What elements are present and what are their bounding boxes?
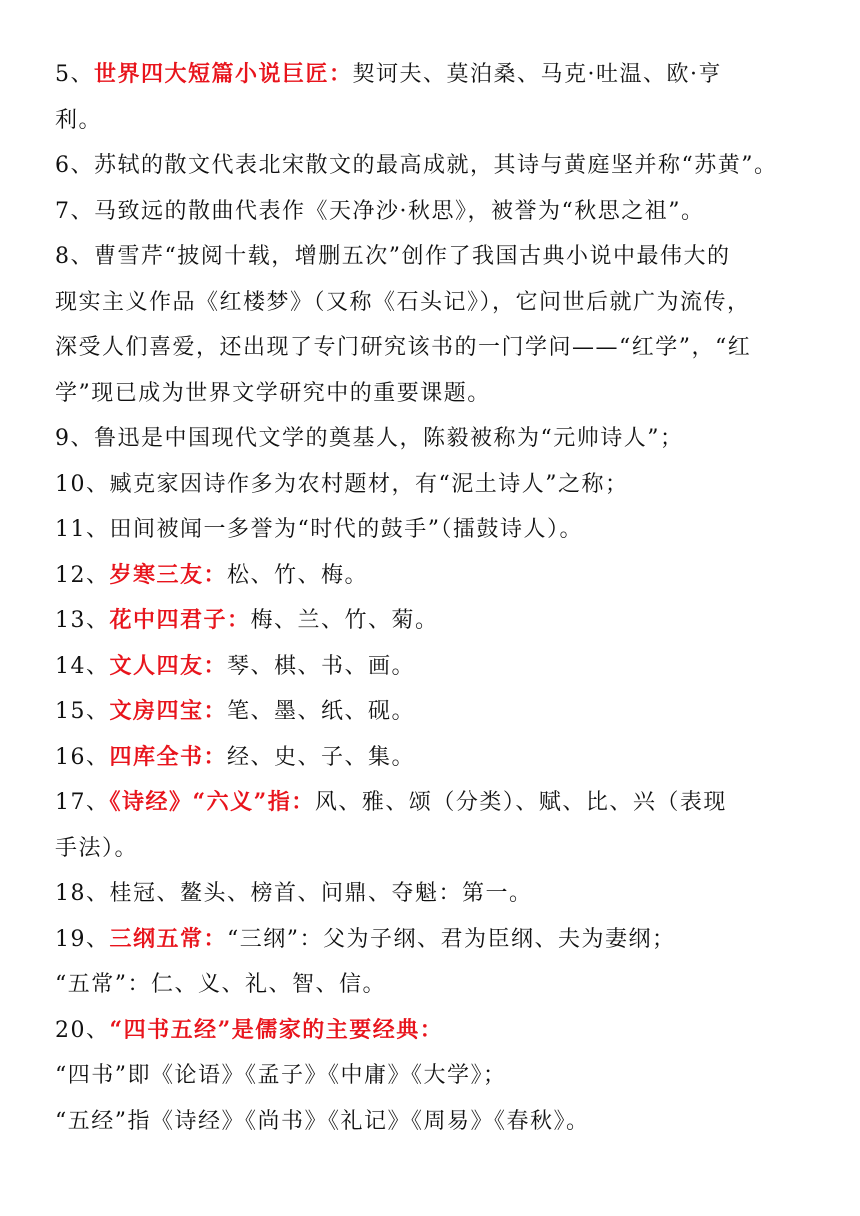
line-text: 11、田间被闻一多誉为“时代的鼓手”（擂鼓诗人）。 [55,517,583,542]
text-line [55,1008,811,1054]
line-text: 深受人们喜爱，还出现了专门研究该书的一门学问——“红学”，“红 [55,335,752,360]
line-text: 19、 [55,926,110,952]
text-line [55,871,811,917]
line-text: 风、雅、颂（分类）、赋、比、兴（表现 [314,790,727,815]
highlight-text: 文人四友： [109,652,228,679]
text-line [55,689,811,735]
text-line [55,98,811,144]
line-text: “四书”即《论语》《孟子》《中庸》《大学》； [55,1063,507,1088]
line-text: 17、 [55,790,110,815]
highlight-text: 四库全书： [109,743,228,770]
text-line [55,189,811,235]
text-line [55,735,811,781]
line-text: 现实主义作品《红楼梦》（又称《石头记》），它问世后就广为流传， [55,289,751,315]
highlight-text: “四书五经”是儒家的主要经典： [109,1016,444,1043]
text-line [55,416,811,462]
line-text: 7、马致远的散曲代表作《天净沙·秋思》，被誉为“秋思之祖”。 [55,198,705,224]
text-line [55,553,811,599]
highlight-text: 《诗经》“六义”指： [109,789,315,815]
line-text: 18、桂冠、鳌头、榜首、问鼎、夺魁：第一。 [55,881,533,906]
highlight-text: 三纲五常： [109,925,228,952]
highlight-text: 岁寒三友： [109,561,228,588]
line-text: 5、 [55,62,94,87]
text-line [55,780,811,826]
line-text: 15、 [55,699,110,724]
line-text: 9、鲁迅是中国现代文学的奠基人，陈毅被称为“元帅诗人”； [55,426,684,451]
text-line [55,371,811,417]
text-line [55,234,811,280]
text-line [55,143,811,189]
line-text: 松、竹、梅。 [227,562,369,588]
line-text: 13、 [55,608,110,633]
line-text: 笔、墨、纸、砚。 [227,699,416,724]
line-text: 经、史、子、集。 [227,744,416,770]
line-text: 10、臧克家因诗作多为农村题材，有“泥土诗人”之称； [55,471,629,497]
text-line [55,280,811,326]
line-text: 学”现已成为世界文学研究中的重要课题。 [55,380,491,406]
line-text: 20、 [55,1017,110,1043]
line-text: 琴、棋、书、画。 [227,653,416,679]
text-line [55,52,811,98]
line-text: 14、 [55,653,110,679]
highlight-text: 文房四宝： [109,698,228,724]
text-line [55,462,811,508]
text-line [55,598,811,644]
text-line [55,917,811,963]
line-text: 利。 [55,107,103,133]
line-text: “五常”：仁、义、礼、智、信。 [55,972,386,997]
line-text: 梅、兰、竹、菊。 [250,608,439,633]
line-text: 契诃夫、莫泊桑、马克·吐温、欧·亨 [352,62,723,87]
highlight-text: 花中四君子： [109,607,251,633]
line-text: 8、曹雪芹“披阅十载，增删五次”创作了我国古典小说中最伟大的 [55,244,731,269]
line-text: 6、苏轼的散文代表北宋散文的最高成就，其诗与黄庭坚并称“苏黄”。 [55,153,778,178]
line-text: 12、 [55,562,110,588]
line-text: “五经”指《诗经》《尚书》《礼记》《周易》《春秋》。 [55,1108,590,1134]
text-line [55,644,811,690]
text-line [55,826,811,872]
text-line [55,1053,811,1099]
text-line [55,507,811,553]
line-text: 手法）。 [55,835,139,861]
line-text: “三纲”：父为子纲、君为臣纲、夫为妻纲； [227,926,676,952]
highlight-text: 世界四大短篇小说巨匠： [94,61,353,87]
text-line [55,962,811,1008]
text-line [55,1099,811,1145]
text-line [55,325,811,371]
document-page [55,52,811,1144]
line-text: 16、 [55,744,110,770]
